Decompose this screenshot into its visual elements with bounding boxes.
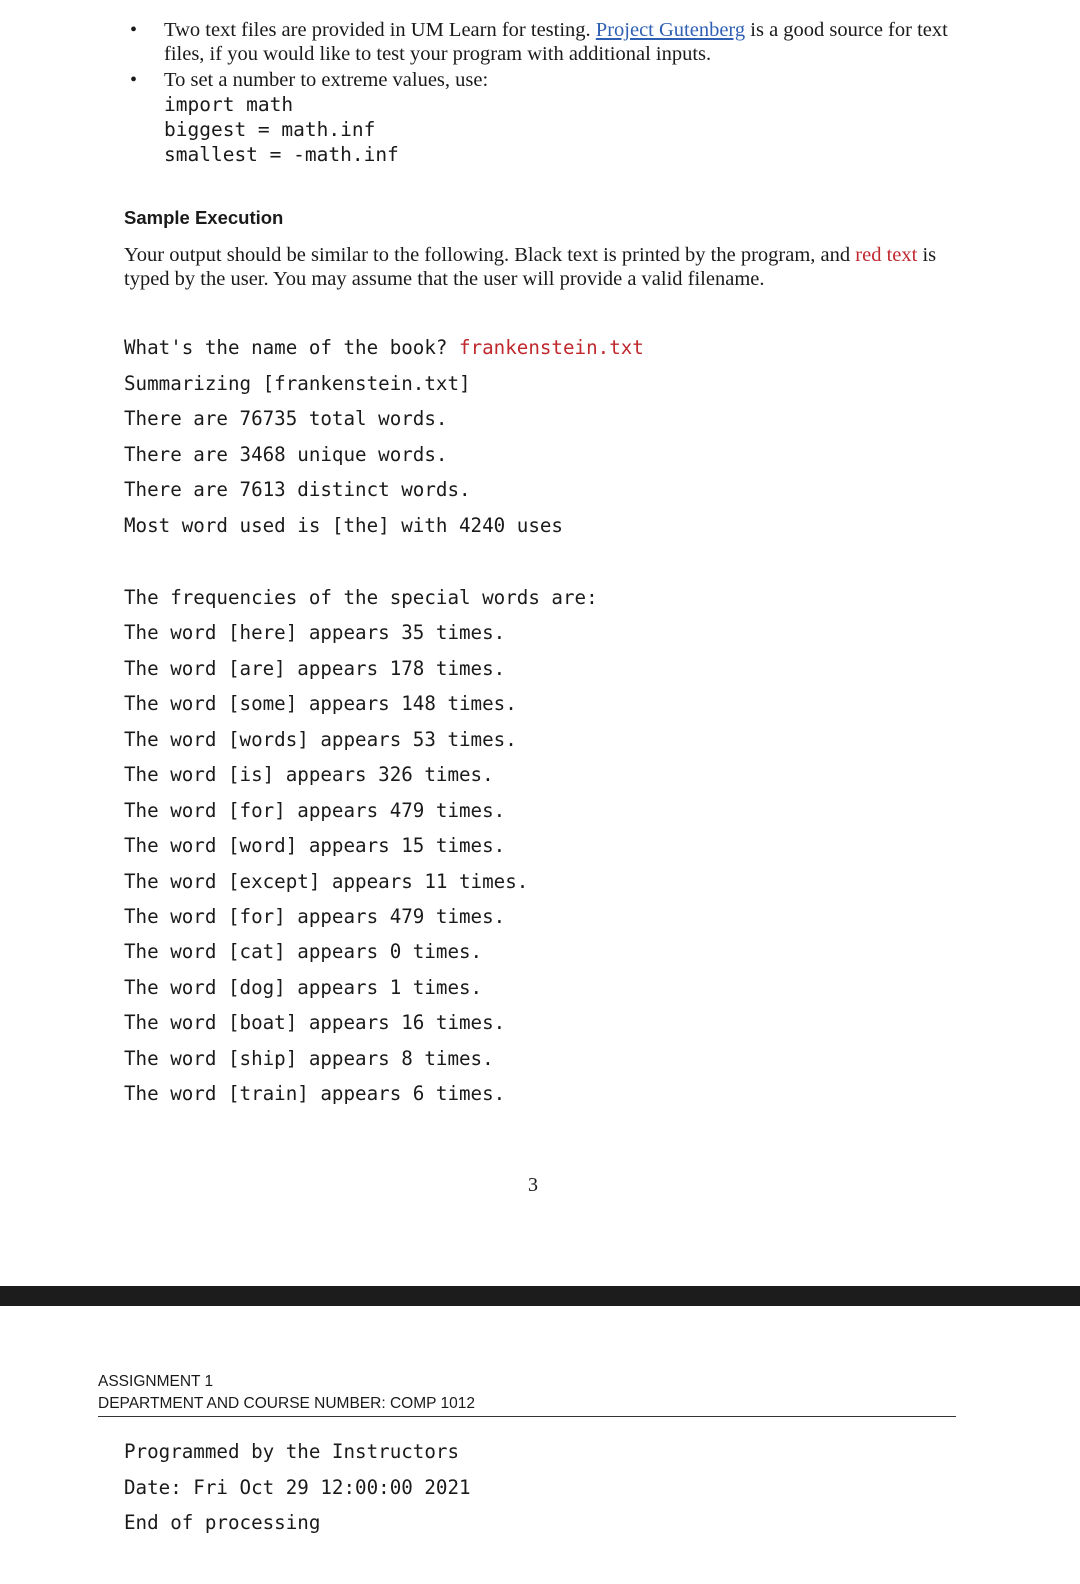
header-rule xyxy=(98,1416,956,1417)
console-prompt-line xyxy=(124,336,644,372)
red-text-label: red text xyxy=(855,244,918,266)
bullet-item xyxy=(120,68,960,167)
console-line: Summarizing [frankenstein.txt] xyxy=(124,371,471,395)
console-line: The word [dog] appears 1 times. xyxy=(124,975,483,999)
code-line: smallest = -math.inf xyxy=(164,143,399,166)
page-header xyxy=(98,1371,956,1417)
intro-text: Your output should be similar to the following. Black text is printed by the program, and xyxy=(124,244,856,266)
bullet-text: To set a number to extreme values, use: xyxy=(164,69,489,91)
bullet-text: Two text files are provided in UM Learn for testing. xyxy=(164,19,596,41)
frequency-output xyxy=(124,586,598,1118)
console-line: The word [words] appears 53 times. xyxy=(124,727,517,751)
console-line: The frequencies of the special words are: xyxy=(124,586,598,609)
intro-paragraph xyxy=(124,243,964,291)
bullet-list xyxy=(120,18,960,167)
project-gutenberg-link[interactable]: Project Gutenberg xyxy=(595,19,746,41)
console-line: The word [train] appears 6 times. xyxy=(124,1082,506,1106)
intro-text: is typed by the user. You may assume that the user will provide a valid filename. xyxy=(124,244,937,290)
assignment-title: ASSIGNMENT 1 xyxy=(98,1373,214,1390)
console-prompt: What's the name of the book? xyxy=(124,336,460,359)
console-line: The word [for] appears 479 times. xyxy=(124,904,506,928)
console-line: The word [for] appears 479 times. xyxy=(124,798,506,822)
console-line: End of processing xyxy=(124,1511,321,1535)
console-line: The word [some] appears 148 times. xyxy=(124,692,517,716)
console-line: The word [except] appears 11 times. xyxy=(124,869,529,893)
page-number: 3 xyxy=(528,1174,538,1196)
footer-output xyxy=(124,1440,471,1547)
console-line: The word [is] appears 326 times. xyxy=(124,763,494,787)
console-line: Most word used is [the] with 4240 uses xyxy=(124,513,563,537)
console-line: The word [here] appears 35 times. xyxy=(124,621,506,645)
console-line: There are 76735 total words. xyxy=(124,407,448,431)
console-line: Programmed by the Instructors xyxy=(124,1440,460,1463)
bullet-icon: • xyxy=(130,19,138,41)
console-line: The word [ship] appears 8 times. xyxy=(124,1046,494,1070)
bullet-icon: • xyxy=(130,69,138,91)
section-heading: Sample Execution xyxy=(124,207,284,228)
console-line: There are 7613 distinct words. xyxy=(124,478,471,502)
code-line: import math xyxy=(164,93,294,116)
bullet-text: is a good source for text files, if you would like to test your program with additional inputs. xyxy=(164,19,948,65)
code-line: biggest = math.inf xyxy=(164,118,376,141)
page-divider xyxy=(0,1286,1080,1306)
console-line: The word [are] appears 178 times. xyxy=(124,656,506,680)
bullet-item xyxy=(120,18,960,66)
console-line: The word [boat] appears 16 times. xyxy=(124,1011,506,1035)
user-input-text: frankenstein.txt xyxy=(459,336,644,359)
course-number: DEPARTMENT AND COURSE NUMBER: COMP 1012 xyxy=(98,1395,475,1412)
console-line: Date: Fri Oct 29 12:00:00 2021 xyxy=(124,1475,471,1499)
console-line: The word [cat] appears 0 times. xyxy=(124,940,483,964)
console-line: There are 3468 unique words. xyxy=(124,442,448,466)
console-output xyxy=(124,336,644,550)
code-snippet xyxy=(164,92,960,167)
console-line: The word [word] appears 15 times. xyxy=(124,834,506,858)
